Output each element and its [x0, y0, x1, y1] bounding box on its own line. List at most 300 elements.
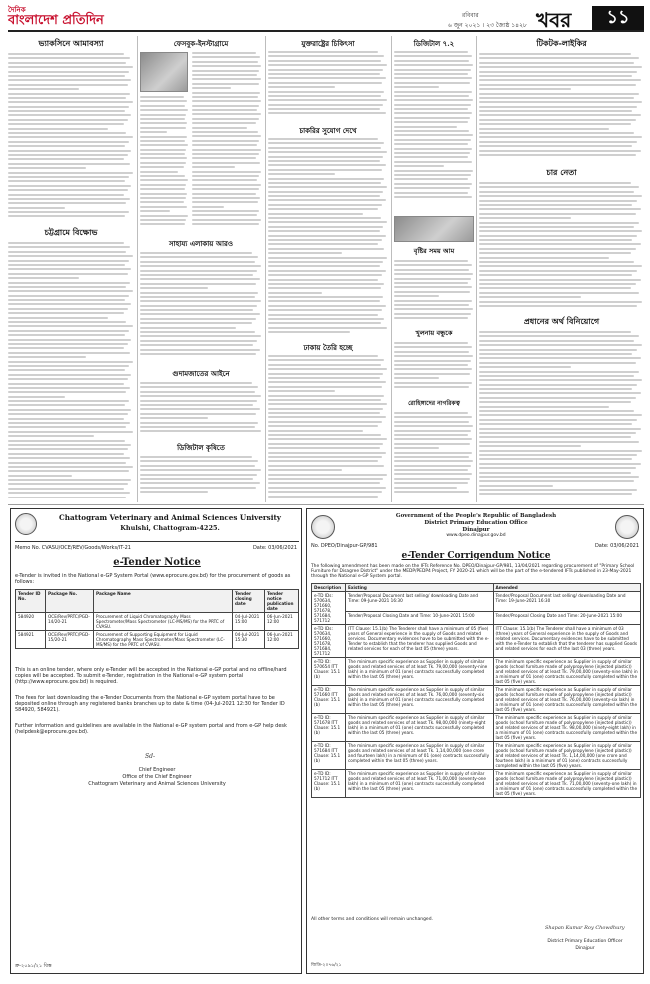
- text-line: [394, 60, 469, 62]
- text-line: [479, 208, 641, 210]
- column-header: Package No.: [46, 590, 94, 613]
- text-line: [8, 413, 128, 415]
- text-line: [8, 189, 128, 191]
- text-line: [268, 395, 384, 397]
- text-line: [268, 248, 384, 250]
- text-line: [479, 145, 632, 147]
- text-line: [140, 413, 256, 415]
- text-line: [192, 61, 258, 63]
- text-line: [479, 489, 637, 491]
- text-line: [8, 277, 79, 279]
- text-line: [479, 441, 639, 443]
- text-line: [140, 335, 261, 337]
- text-line: [479, 480, 634, 482]
- text-line: [479, 493, 632, 495]
- amended-value: The minimum specific experience as Supplier in supply of similar goods (school furniture made of polypropylene (injected plastic)) and related services of at least Tk. 71,00,000 (seventy-one lakh) in a minimum of 01 (one) contracts successfully completed within the last 05 (five) years.: [493, 770, 641, 798]
- text-line: [394, 264, 472, 266]
- text-line: [8, 462, 126, 464]
- text-line: [140, 166, 184, 168]
- text-line: [394, 491, 469, 493]
- text-line: [140, 296, 255, 298]
- text-line: [268, 261, 383, 263]
- logo-title: বাংলাদেশ প্রতিদিন: [8, 13, 104, 28]
- text-line: [8, 62, 126, 64]
- text-line: [140, 305, 257, 307]
- text-line: [268, 270, 386, 272]
- text-line: [8, 198, 130, 200]
- text-line: [394, 104, 471, 106]
- closing-date: 04-Jul-2021 15:00: [233, 613, 265, 631]
- text-line: [394, 368, 472, 370]
- text-line: [8, 466, 133, 468]
- text-line: [479, 230, 642, 232]
- text-line: [394, 77, 472, 79]
- text-line: [192, 74, 257, 76]
- text-line: [268, 478, 383, 480]
- article-body: [268, 355, 388, 498]
- text-line: [140, 395, 261, 397]
- text-line: [8, 185, 131, 187]
- text-line: [268, 208, 378, 210]
- text-line: [479, 182, 631, 184]
- text-line: [140, 469, 261, 471]
- text-line: [268, 447, 380, 449]
- text-line: [8, 167, 86, 169]
- text-line: [479, 331, 631, 333]
- existing-value: The minimum specific experience as Supplier in supply of similar goods and related services of at least Tk. 76,00,000 (seventy-six lakh) in a minimum of 01 (one) contracts successfully completed within the last 05 (three) years.: [346, 686, 494, 714]
- text-line: [268, 243, 378, 245]
- text-line: [140, 184, 186, 186]
- text-line: [8, 75, 125, 77]
- existing-value: ITT Clause: 15.1(b) The Tenderer shall have a minimum of 05 (five) years of General experience in the supply of Goods and related services. Documentary evidences have to be submitted with the e-Tender to establish that the tenderer has supplied Goods and related services for each of the last 05 (three) years.: [346, 625, 494, 658]
- text-line: [8, 488, 124, 490]
- table-row: [312, 658, 641, 686]
- text-line: [394, 355, 473, 357]
- text-line: [268, 199, 386, 201]
- text-line: [192, 127, 247, 129]
- text-line: [140, 171, 178, 173]
- text-line: [479, 436, 631, 438]
- text-line: [192, 118, 259, 120]
- text-line: [479, 375, 634, 377]
- text-line: [140, 292, 258, 294]
- text-line: [268, 368, 387, 370]
- text-line: [140, 109, 188, 111]
- text-line: [8, 255, 133, 257]
- text-line: [192, 140, 259, 142]
- text-line: [192, 70, 259, 72]
- text-line: [8, 84, 128, 86]
- text-line: [479, 114, 641, 116]
- text-line: [8, 431, 133, 433]
- text-line: [479, 248, 636, 250]
- text-line: [192, 83, 259, 85]
- text-line: [479, 362, 636, 364]
- column-header: Package Name: [94, 590, 233, 613]
- dinajpur-web: www.dpeo.dinajpur.gov.bd: [446, 533, 506, 538]
- text-line: [192, 157, 256, 159]
- text-line: [140, 491, 208, 493]
- university-seal: [15, 513, 37, 535]
- text-line: [192, 184, 261, 186]
- text-line: [140, 478, 253, 480]
- dinajpur-office: District Primary Education Office: [424, 520, 528, 526]
- text-line: [268, 390, 335, 392]
- package-name: Procurement of Liquid Chromatography Mass Spectrometer/Mass Spectrometer (LC-MS/MS) for the PRTC of CVASU.: [94, 613, 233, 631]
- text-line: [140, 175, 185, 177]
- text-line: [394, 482, 468, 484]
- text-line: [394, 286, 472, 288]
- package-no: OCE/Rev/PRTC/PGD-14/20-21: [46, 613, 94, 631]
- text-line: [268, 169, 382, 171]
- text-line: [479, 379, 642, 381]
- article-body: [479, 331, 644, 498]
- table-row: [312, 625, 641, 658]
- text-line: [268, 491, 382, 493]
- text-line: [479, 101, 642, 103]
- text-line: [8, 207, 65, 209]
- text-line: [8, 470, 129, 472]
- text-line: [140, 274, 253, 276]
- text-line: [479, 252, 631, 254]
- headline: চার নেতা: [546, 167, 577, 177]
- text-line: [394, 317, 468, 319]
- text-line: [394, 351, 469, 353]
- text-line: [140, 188, 185, 190]
- cvasu-signatory-office: Office of the Chief Engineer: [122, 774, 192, 780]
- text-line: [268, 408, 383, 410]
- package-no: OCE/Rev/PRTC/PGD-15/20-21: [46, 631, 94, 649]
- existing-value: Tender/Proposal Closing Date and Time: 10-June-2021 15:00: [346, 612, 494, 625]
- text-line: [479, 110, 632, 112]
- text-line: [268, 182, 381, 184]
- cvasu-signatory-title: Chief Engineer: [138, 767, 176, 773]
- text-line: [192, 206, 224, 208]
- text-line: [394, 456, 469, 458]
- text-line: [394, 117, 470, 119]
- text-line: [394, 126, 457, 128]
- text-line: [394, 346, 472, 348]
- text-line: [479, 401, 631, 403]
- text-line: [140, 127, 186, 129]
- text-line: [8, 215, 125, 217]
- cvasu-footer-code: ক্র-২০৯১/২১ বিস্ত: [15, 963, 52, 969]
- text-line: [192, 52, 256, 54]
- text-line: [394, 478, 470, 480]
- text-line: [268, 195, 380, 197]
- headline: যুক্তরাষ্ট্রের চিকিৎসা: [301, 39, 355, 48]
- text-line: [268, 403, 387, 405]
- text-line: [394, 82, 470, 84]
- text-line: [192, 223, 259, 225]
- text-line: [394, 291, 470, 293]
- text-line: [192, 149, 261, 151]
- text-line: [479, 62, 634, 64]
- text-line: [479, 257, 609, 259]
- text-line: [140, 283, 256, 285]
- text-line: [268, 221, 387, 223]
- text-line: [394, 412, 468, 414]
- text-line: [8, 176, 129, 178]
- text-line: [8, 211, 129, 213]
- text-line: [268, 373, 383, 375]
- text-line: [8, 110, 125, 112]
- text-line: [394, 487, 457, 489]
- headline: ডিজিটাল ৭.২: [413, 39, 455, 48]
- text-line: [268, 213, 363, 215]
- text-line: [192, 179, 257, 181]
- text-line: [479, 454, 637, 456]
- headline: ঢাকায় তৈরি হচ্ছে: [303, 343, 353, 352]
- column-2: [140, 38, 262, 498]
- text-line: [192, 96, 258, 98]
- tender-id: 584920: [16, 613, 46, 631]
- headline: প্রধানের অর্থ বিনিয়োগে: [523, 316, 600, 326]
- text-line: [479, 235, 637, 237]
- text-line: [479, 296, 581, 298]
- text-line: [394, 269, 469, 271]
- text-line: [394, 156, 468, 158]
- text-line: [140, 309, 253, 311]
- existing-value: Tender/Proposal Document last selling/ downloading Date and Time: 09-June-2021 16:30: [346, 592, 494, 612]
- text-line: [394, 386, 469, 388]
- text-line: [140, 270, 257, 272]
- text-line: [8, 119, 128, 121]
- text-line: [8, 273, 128, 275]
- text-line: [394, 183, 472, 185]
- text-line: [268, 309, 382, 311]
- text-line: [140, 456, 252, 458]
- cvasu-signature: Sd-: [145, 753, 155, 760]
- text-line: [8, 180, 125, 182]
- text-line: [394, 421, 469, 423]
- header-day: রবিবার: [462, 12, 479, 19]
- text-line: [140, 122, 187, 124]
- article-body: [394, 51, 474, 201]
- cvasu-org: Chattogram Veterinary and Animal Sciences University: [59, 513, 281, 522]
- article-body: [140, 96, 188, 232]
- column-3: [268, 38, 388, 498]
- text-line: [479, 154, 636, 156]
- text-line: [8, 106, 129, 108]
- text-line: [479, 301, 642, 303]
- text-line: [268, 496, 378, 498]
- cvasu-note-3: Further information and guidelines are available in the National e-GP system portal and from e-GP help desk (helpdesk@eprocure.gov.bd).: [15, 723, 287, 735]
- cvasu-date: Date: 03/06/2021: [252, 545, 297, 551]
- text-line: [8, 475, 72, 477]
- headline: বৃষ্টির সময় আম: [413, 247, 455, 255]
- text-line: [8, 268, 131, 270]
- text-line: [8, 356, 86, 358]
- text-line: [479, 53, 631, 55]
- text-line: [268, 178, 384, 180]
- existing-value: The minimum specific experience as Supplier in supply of similar goods and related services of at least Tk. 98,00,000 (ninety-eight lakh) in a minimum of 01 (one) contracts successfully completed within the last 05 (three) years.: [346, 714, 494, 742]
- text-line: [140, 265, 261, 267]
- table-row: [312, 612, 641, 625]
- text-line: [479, 371, 639, 373]
- text-line: [479, 57, 639, 59]
- text-line: [8, 264, 125, 266]
- text-line: [394, 438, 472, 440]
- text-line: [140, 153, 185, 155]
- text-line: [140, 287, 208, 289]
- publication-date: 06-Jun-2021 12:00: [265, 613, 299, 631]
- table-row: [16, 631, 299, 649]
- mujib-borsho-logo: [615, 515, 639, 539]
- dinajpur-signatory-place: Dinajpur: [575, 946, 595, 951]
- text-line: [192, 131, 258, 133]
- text-line: [8, 158, 124, 160]
- text-line: [268, 60, 381, 62]
- text-line: [140, 215, 188, 217]
- text-line: [268, 86, 335, 88]
- text-line: [8, 339, 131, 341]
- text-line: [140, 136, 187, 138]
- text-line: [192, 109, 257, 111]
- dinajpur-signature: Shapan Kumar Roy Chowdhury: [545, 925, 625, 931]
- text-line: [268, 381, 386, 383]
- text-line: [268, 252, 342, 254]
- row-description: e-TD ID: 571678 ITT Clause: 15.1 (b): [312, 714, 346, 742]
- text-line: [479, 279, 641, 281]
- article-body: [8, 53, 134, 223]
- text-line: [268, 386, 382, 388]
- text-line: [268, 421, 382, 423]
- text-line: [8, 79, 131, 81]
- text-line: [8, 479, 131, 481]
- row-description: e-TD ID: 571712 ITT Clause: 15.1 (b): [312, 770, 346, 798]
- text-line: [479, 445, 581, 447]
- text-line: [268, 283, 384, 285]
- text-line: [8, 457, 130, 459]
- text-line: [8, 132, 126, 134]
- article-body: [268, 51, 388, 121]
- text-line: [479, 88, 571, 90]
- text-line: [8, 404, 125, 406]
- text-line: [268, 452, 386, 454]
- text-line: [394, 473, 472, 475]
- text-line: [8, 97, 126, 99]
- text-line: [8, 492, 130, 494]
- dinajpur-memo: No. DPEO/Dinajpur-GP/981: [311, 543, 378, 549]
- text-line: [394, 152, 470, 154]
- text-line: [192, 105, 259, 107]
- text-line: [479, 128, 609, 130]
- text-line: [268, 438, 387, 440]
- column-rule: [137, 36, 138, 502]
- page-number: ১১: [592, 6, 644, 30]
- text-line: [394, 447, 439, 449]
- text-line: [479, 384, 637, 386]
- text-line: [8, 114, 131, 116]
- column-rule: [391, 36, 392, 502]
- text-line: [192, 56, 260, 58]
- text-line: [479, 265, 642, 267]
- text-line: [479, 353, 632, 355]
- text-line: [8, 53, 124, 55]
- text-line: [192, 100, 261, 102]
- text-line: [268, 204, 382, 206]
- text-line: [192, 144, 257, 146]
- text-line: [268, 257, 387, 259]
- text-line: [192, 87, 231, 89]
- text-line: [394, 64, 473, 66]
- text-line: [140, 487, 256, 489]
- text-line: [8, 361, 133, 363]
- headline: চট্টগ্রামে বিক্ষোভ: [44, 227, 98, 237]
- text-line: [140, 327, 236, 329]
- text-line: [140, 417, 208, 419]
- headline: গুদামজাতের আইনে: [172, 369, 230, 378]
- amended-value: ITT Clause: 15.1(b) The Tenderer shall have a minimum of 03 (three) years of General experience in the supply of Goods and related services. Documentary evidences have to be submitted with the e-Tender to establish that the tenderer has supplied Goods and related services for each of the last 03 (three) years.: [493, 625, 641, 658]
- text-line: [8, 435, 94, 437]
- text-line: [268, 265, 380, 267]
- text-line: [394, 377, 439, 379]
- text-line: [394, 73, 468, 75]
- text-line: [268, 151, 387, 153]
- headline: ভ্যাকসিনে আমাবস্যা: [38, 38, 104, 48]
- text-line: [394, 465, 471, 467]
- cvasu-note-2: The fees for last downloading the e-Tender Documents from the National e-GP system portal have to be deposited online through any registered banks branches up to date & time (04-Jul-2021 12:30 for Tender ID 584920, 584921).: [15, 695, 285, 713]
- text-line: [394, 364, 468, 366]
- text-line: [268, 399, 381, 401]
- text-line: [140, 430, 261, 432]
- dinajpur-footer-code: জিডি-২০৭৬/২১: [311, 963, 342, 968]
- table-row: [312, 742, 641, 770]
- text-line: [192, 65, 261, 67]
- text-line: [8, 453, 124, 455]
- text-line: [8, 426, 126, 428]
- text-line: [268, 230, 380, 232]
- text-line: [8, 330, 129, 332]
- text-line: [140, 210, 170, 212]
- dinajpur-place: Dinajpur: [462, 527, 490, 533]
- text-line: [192, 162, 260, 164]
- text-line: [268, 412, 380, 414]
- text-line: [8, 383, 124, 385]
- text-line: [394, 130, 469, 132]
- text-line: [479, 467, 636, 469]
- text-line: [394, 273, 473, 275]
- table-row: [312, 592, 641, 612]
- text-line: [140, 261, 255, 263]
- text-line: [8, 57, 130, 59]
- text-line: [394, 282, 468, 284]
- text-line: [479, 204, 632, 206]
- text-line: [268, 160, 380, 162]
- text-line: [8, 325, 133, 327]
- text-line: [394, 460, 473, 462]
- text-line: [140, 474, 257, 476]
- text-line: [8, 290, 133, 292]
- text-line: [268, 164, 386, 166]
- text-line: [268, 69, 383, 71]
- news-photo: [394, 216, 474, 242]
- corrigendum-table: [311, 583, 641, 798]
- text-line: [8, 374, 131, 376]
- ad-divider: [8, 504, 644, 505]
- text-line: [140, 100, 187, 102]
- text-line: [394, 416, 472, 418]
- text-line: [479, 458, 632, 460]
- text-line: [479, 397, 636, 399]
- text-line: [140, 223, 185, 225]
- cvasu-tender-notice: [10, 508, 302, 974]
- text-line: [8, 194, 124, 196]
- text-line: [479, 132, 634, 134]
- text-line: [140, 131, 167, 133]
- text-line: [394, 373, 470, 375]
